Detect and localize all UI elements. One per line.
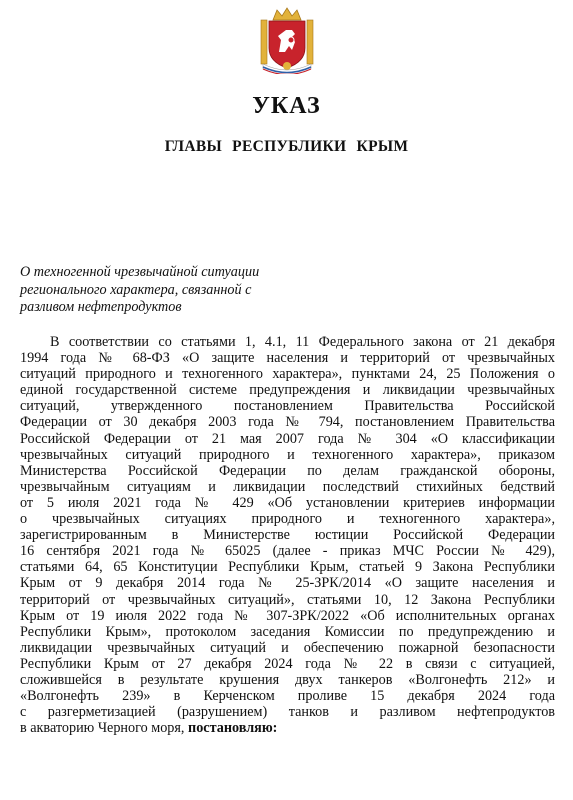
body-line: Крым от 19 июля 2022 года № 307-ЗРК/2022 «Об исполнительных органах <box>20 607 555 624</box>
body-line: чрезвычайных ситуаций природного и техногенного характера», приказом <box>20 446 555 463</box>
body-line: Министерства Российской Федерации по делам гражданской обороны, <box>20 462 555 479</box>
body-line: статьями 64, 65 Конституции Республики Крым, статьей 9 Закона Республики <box>20 559 555 576</box>
body-line: Республики Крым», протоколом заседания Комиссии по предупреждению и <box>20 623 555 640</box>
body-line: ликвидации чрезвычайных ситуаций и обеспечению пожарной безопасности <box>20 639 555 656</box>
document-subtitle: ГЛАВЫ РЕСПУБЛИКИ КРЫМ <box>164 138 409 155</box>
body-line: сложившейся в результате крушения двух танкеров «Волгонефть 212» и <box>20 671 555 688</box>
heading-line: О техногенной чрезвычайной ситуации <box>20 264 260 280</box>
body-line: от 5 июля 2021 года № 429 «Об установлении критериев информации <box>20 494 555 511</box>
body-line: территорий от чрезвычайных ситуаций», статьями 10, 12 Закона Республики <box>20 591 555 608</box>
body-line: Крым от 9 декабря 2014 года № 25-ЗРК/2014 «О защите населения и <box>20 575 555 592</box>
crimea-coat-of-arms-icon <box>259 6 315 74</box>
body-line: чрезвычайным ситуациям и ликвидации последствий стихийных бедствий <box>20 478 555 495</box>
body-line: единой государственной системе предупреждения и ликвидации чрезвычайных <box>20 382 555 399</box>
body-last-line-text: в акваторию Черного моря, <box>20 720 189 737</box>
body-line: Российской Федерации от 21 мая 2007 года № 304 «О классификации <box>20 430 555 447</box>
document-title: УКАЗ <box>252 93 321 119</box>
body-line: ситуаций, утвержденного постановлением Правительства Российской <box>20 398 555 415</box>
body-line: В соответствии со статьями 1, 4.1, 11 Федерального закона от 21 декабря <box>50 334 555 350</box>
body-line: 1994 года № 68-ФЗ «О защите населения и территорий от чрезвычайных <box>20 350 555 367</box>
document-body <box>20 334 555 736</box>
body-line: с разгерметизацией (разрушением) танков и разливом нефтепродуктов <box>20 704 555 721</box>
body-line: Республики Крым от 27 декабря 2024 года № 22 в связи с ситуацией, <box>20 655 555 672</box>
document-heading <box>20 264 320 317</box>
body-line: о чрезвычайных ситуациях природного и техногенного характера», <box>20 511 555 528</box>
body-line: Федерации от 30 декабря 2003 года № 794, постановлением Правительства <box>20 414 555 431</box>
heading-line: регионального характера, связанной с <box>20 281 252 298</box>
body-line: 16 сентября 2021 года № 65025 (далее - приказ МЧС России № 429), <box>20 543 555 560</box>
body-line: зарегистрированным в Министерстве юстиции Российской Федерации <box>20 527 555 544</box>
decree-keyword: постановляю: <box>188 720 278 737</box>
heading-line: разливом нефтепродуктов <box>20 299 182 315</box>
body-last-line <box>20 720 555 736</box>
body-line: ситуаций природного и техногенного характера», пунктами 24, 25 Положения о <box>20 366 555 383</box>
body-line: «Волгонефть 239» в Керченском проливе 15 декабря 2024 года <box>20 688 555 705</box>
